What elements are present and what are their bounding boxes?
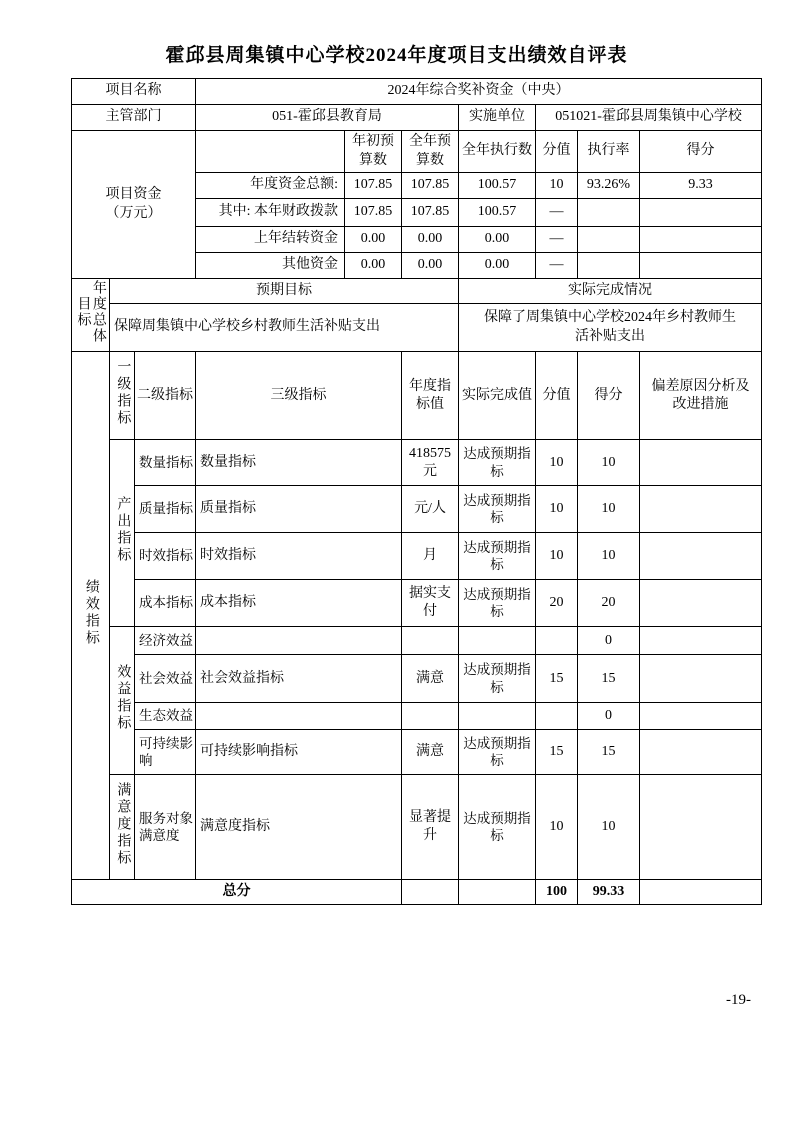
score-cell: 10 — [578, 775, 640, 880]
project-name-value: 2024年综合奖补资金（中央） — [196, 79, 762, 105]
actual-value-cell — [459, 703, 536, 730]
score-cell: 10 — [578, 486, 640, 533]
funds-weight-cell: — — [536, 253, 578, 279]
funds-annual-cell: 0.00 — [402, 253, 459, 279]
annual-target-cell: 月 — [402, 533, 459, 580]
score-cell: 15 — [578, 655, 640, 703]
annual-objective-label — [72, 279, 110, 352]
funds-initial-cell: 0.00 — [345, 227, 402, 253]
annual-target-cell: 满意 — [402, 730, 459, 775]
performance-indicators-label-text: 绩效指标 — [83, 578, 99, 647]
total-score-label: 总分 — [72, 880, 402, 905]
funds-rate-cell: 93.26% — [578, 173, 640, 199]
deviation-cell — [640, 627, 762, 655]
funds-initial-cell: 107.85 — [345, 173, 402, 199]
funds-score-cell — [640, 253, 762, 279]
level1-indicator-header — [110, 352, 135, 440]
funds-weight-cell: 10 — [536, 173, 578, 199]
funds-col-initial-budget: 年初预算数 — [345, 131, 402, 173]
score-cell: 0 — [578, 703, 640, 730]
weight-header: 分值 — [536, 352, 578, 440]
level3-indicator-header: 三级指标 — [196, 352, 402, 440]
deviation-cell — [640, 533, 762, 580]
total-score-cell: 99.33 — [578, 880, 640, 905]
funds-col-execution-rate: 执行率 — [578, 131, 640, 173]
weight-cell: 10 — [536, 775, 578, 880]
deviation-cell — [640, 730, 762, 775]
funds-score-cell — [640, 199, 762, 227]
weight-cell — [536, 703, 578, 730]
level2-cell: 经济效益 — [135, 627, 196, 655]
funds-weight-cell: — — [536, 199, 578, 227]
expected-objective-header: 预期目标 — [110, 279, 459, 304]
funds-executed-cell: 0.00 — [459, 253, 536, 279]
funds-executed-cell: 0.00 — [459, 227, 536, 253]
total-annual-blank-cell — [402, 880, 459, 905]
funds-initial-cell: 0.00 — [345, 253, 402, 279]
deviation-cell — [640, 440, 762, 486]
deviation-header — [640, 352, 762, 440]
actual-value-cell: 达成预期指标 — [459, 730, 536, 775]
deviation-cell — [640, 655, 762, 703]
score-cell: 10 — [578, 533, 640, 580]
funds-annual-cell: 107.85 — [402, 173, 459, 199]
annual-target-header: 年度指标值 — [402, 352, 459, 440]
level2-cell: 成本指标 — [135, 580, 196, 627]
actual-completion-header: 实际完成情况 — [459, 279, 762, 304]
actual-value-cell: 达成预期指标 — [459, 655, 536, 703]
weight-cell: 20 — [536, 580, 578, 627]
weight-cell: 10 — [536, 486, 578, 533]
group-satisfaction-label-text: 满意度指标 — [115, 781, 131, 867]
funds-col-annual-executed: 全年执行数 — [459, 131, 536, 173]
score-cell: 15 — [578, 730, 640, 775]
funds-rate-cell — [578, 199, 640, 227]
funds-executed-cell: 100.57 — [459, 173, 536, 199]
actual-value-cell: 达成预期指标 — [459, 486, 536, 533]
actual-value-cell: 达成预期指标 — [459, 533, 536, 580]
funds-row-label: 其他资金 — [196, 253, 345, 279]
actual-value-cell: 达成预期指标 — [459, 580, 536, 627]
funds-rate-cell — [578, 227, 640, 253]
level3-cell: 时效指标 — [196, 533, 402, 580]
funds-row-label: 上年结转资金 — [196, 227, 345, 253]
funds-section-label-text: 项目资金（万元） — [105, 187, 162, 221]
level3-cell — [196, 627, 402, 655]
actual-value-cell: 达成预期指标 — [459, 440, 536, 486]
level2-cell: 时效指标 — [135, 533, 196, 580]
deviation-cell — [640, 486, 762, 533]
funds-corner-cell — [196, 131, 345, 173]
level2-indicator-header: 二级指标 — [135, 352, 196, 440]
funds-col-annual-budget: 全年预算数 — [402, 131, 459, 173]
page-number: -19- — [726, 992, 751, 1008]
page-title: 霍邱县周集镇中心学校2024年度项目支出绩效自评表 — [165, 45, 628, 66]
funds-annual-cell: 0.00 — [402, 227, 459, 253]
expected-objective-text: 保障周集镇中心学校乡村教师生活补贴支出 — [110, 303, 459, 351]
level2-cell: 质量指标 — [135, 486, 196, 533]
unit-value: 051021-霍邱县周集镇中心学校 — [536, 105, 762, 131]
funds-section-label — [72, 131, 196, 279]
total-deviation-blank-cell — [640, 880, 762, 905]
group-benefit-label-text: 效益指标 — [115, 663, 131, 732]
annual-target-cell — [402, 703, 459, 730]
level3-cell: 数量指标 — [196, 440, 402, 486]
evaluation-table — [71, 78, 762, 905]
score-cell: 20 — [578, 580, 640, 627]
level3-cell: 成本指标 — [196, 580, 402, 627]
actual-value-header: 实际完成值 — [459, 352, 536, 440]
funds-initial-cell: 107.85 — [345, 199, 402, 227]
annual-target-cell — [402, 627, 459, 655]
funds-executed-cell: 100.57 — [459, 199, 536, 227]
total-actual-blank-cell — [459, 880, 536, 905]
level2-cell: 社会效益 — [135, 655, 196, 703]
deviation-cell — [640, 580, 762, 627]
level3-cell: 社会效益指标 — [196, 655, 402, 703]
level3-cell: 可持续影响指标 — [196, 730, 402, 775]
annual-target-cell: 418575元 — [402, 440, 459, 486]
deviation-cell — [640, 703, 762, 730]
dept-label: 主管部门 — [72, 105, 196, 131]
level3-cell: 满意度指标 — [196, 775, 402, 880]
annual-target-cell: 满意 — [402, 655, 459, 703]
score-cell: 0 — [578, 627, 640, 655]
level3-cell: 质量指标 — [196, 486, 402, 533]
group-output-label — [110, 440, 135, 627]
deviation-cell — [640, 775, 762, 880]
score-header: 得分 — [578, 352, 640, 440]
funds-annual-cell: 107.85 — [402, 199, 459, 227]
weight-cell — [536, 627, 578, 655]
annual-target-cell: 据实支付 — [402, 580, 459, 627]
deviation-header-text: 偏差原因分析及改进措施 — [651, 378, 750, 412]
performance-indicators-label — [72, 352, 110, 880]
unit-label: 实施单位 — [459, 105, 536, 131]
funds-col-weight: 分值 — [536, 131, 578, 173]
actual-value-cell — [459, 627, 536, 655]
funds-row-label: 年度资金总额: — [196, 173, 345, 199]
funds-row-label: 其中: 本年财政拨款 — [196, 199, 345, 227]
level2-cell: 生态效益 — [135, 703, 196, 730]
project-name-label: 项目名称 — [72, 79, 196, 105]
annual-target-cell: 元/人 — [402, 486, 459, 533]
funds-col-score: 得分 — [640, 131, 762, 173]
level2-cell: 可持续影响 — [135, 730, 196, 775]
weight-cell: 10 — [536, 533, 578, 580]
group-benefit-label — [110, 627, 135, 775]
group-output-label-text: 产出指标 — [115, 496, 131, 565]
weight-cell: 10 — [536, 440, 578, 486]
funds-weight-cell: — — [536, 227, 578, 253]
actual-value-cell: 达成预期指标 — [459, 775, 536, 880]
group-satisfaction-label — [110, 775, 135, 880]
level2-cell: 服务对象满意度 — [135, 775, 196, 880]
total-weight-cell: 100 — [536, 880, 578, 905]
level2-cell: 数量指标 — [135, 440, 196, 486]
dept-value: 051-霍邱县教育局 — [196, 105, 459, 131]
level1-indicator-header-text: 一级指标 — [115, 358, 131, 427]
annual-target-cell: 显著提升 — [402, 775, 459, 880]
funds-score-cell — [640, 227, 762, 253]
actual-completion-text: 保障了周集镇中心学校2024年乡村教师生活补贴支出 — [459, 303, 762, 351]
weight-cell: 15 — [536, 730, 578, 775]
score-cell: 10 — [578, 440, 640, 486]
funds-rate-cell — [578, 253, 640, 279]
funds-score-cell: 9.33 — [640, 173, 762, 199]
level3-cell — [196, 703, 402, 730]
weight-cell: 15 — [536, 655, 578, 703]
annual-objective-label-text: 年度总体目标 — [75, 280, 106, 344]
